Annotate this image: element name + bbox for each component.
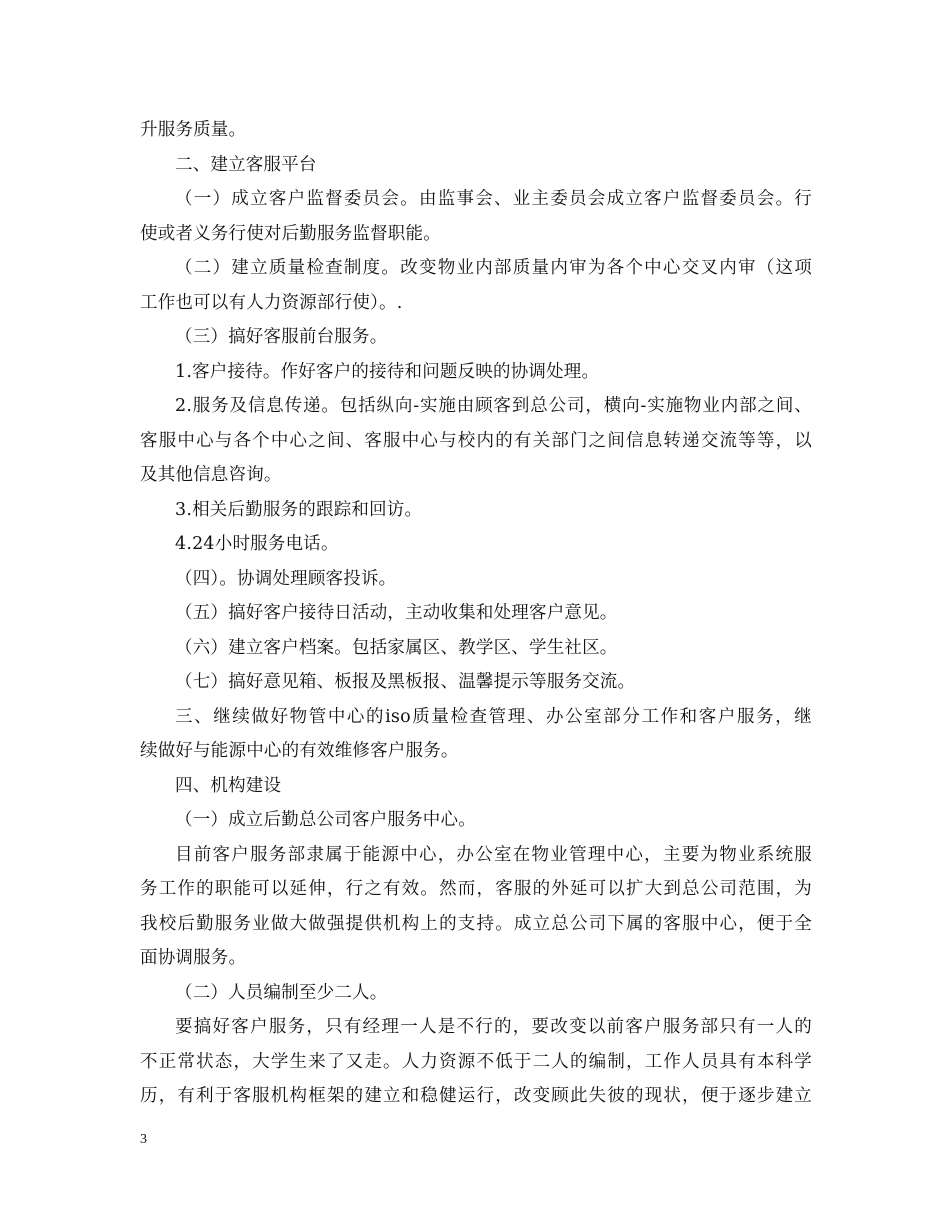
- paragraph-line: （二）人员编制至少二人。: [175, 982, 388, 1003]
- paragraph-line: 续做好与能源中心的有效维修客户服务。: [140, 741, 459, 761]
- paragraph-line: 不正常状态，大学生来了又走。人力资源不低于二人的编制，工作人员具有本科学: [140, 1051, 812, 1072]
- page-number: 3: [140, 1132, 147, 1147]
- paragraph-line: （七）搞好意见箱、板报及黑板报、温馨提示等服务交流。: [175, 672, 636, 692]
- list-item: 1.客户接待。作好客户的接待和问题反映的协调处理。: [175, 361, 600, 382]
- list-item: 4.24小时服务电话。: [175, 534, 339, 554]
- list-item: 3.相关后勤服务的跟踪和回访。: [175, 499, 423, 520]
- paragraph-line: 历，有利于客服机构框架的建立和稳健运行，改变顾此失彼的现状，便于逐步建立: [140, 1086, 812, 1106]
- paragraph-line: （一）成立客户监督委员会。由监事会、业主委员会成立客户监督委员会。行: [175, 189, 812, 209]
- paragraph-line: （一）成立后勤总公司客户服务中心。: [175, 810, 476, 830]
- paragraph-line: 工作也可以有人力资源部行使）。.: [140, 292, 403, 313]
- paragraph-line: （五）搞好客户接待日活动，主动收集和处理客户意见。: [175, 603, 618, 623]
- paragraph-line: 面协调服务。: [140, 948, 247, 968]
- list-item: 2.服务及信息传递。包括纵向-实施由顾客到总公司，横向-实施物业内部之间、: [175, 396, 812, 416]
- paragraph-line: 目前客户服务部隶属于能源中心，办公室在物业管理中心，主要为物业系统服: [175, 844, 812, 865]
- section-heading-3: 三、继续做好物管中心的iso质量检查管理、办公室部分工作和客户服务，继: [175, 706, 812, 727]
- paragraph-line: （四）。协调处理顾客投诉。: [175, 568, 397, 589]
- paragraph-line: （六）建立客户档案。包括家属区、教学区、学生社区。: [175, 637, 618, 658]
- section-heading-4: 四、机构建设: [175, 775, 282, 796]
- paragraph-line: 使或者义务行使对后勤服务监督职能。: [140, 223, 441, 244]
- paragraph-line: 要搞好客户服务，只有经理一人是不行的，要改变以前客户服务部只有一人的: [175, 1017, 812, 1037]
- document-body: [140, 113, 812, 1114]
- paragraph-line: （三）搞好客服前台服务。: [175, 327, 388, 347]
- paragraph-line: （二）建立质量检查制度。改变物业内部质量内审为各个中心交叉内审（这项: [175, 258, 812, 278]
- paragraph-line: 客服中心与各个中心之间、客服中心与校内的有关部门之间信息转递交流等等，以: [140, 430, 812, 451]
- paragraph-line: 务工作的职能可以延伸，行之有效。然而，客服的外延可以扩大到总公司范围，为: [140, 879, 812, 899]
- section-heading-2: 二、建立客服平台: [175, 154, 317, 175]
- paragraph-line: 及其他信息咨询。: [140, 465, 282, 485]
- paragraph-line: 我校后勤服务业做大做强提供机构上的支持。成立总公司下属的客服中心，便于全: [140, 913, 812, 934]
- paragraph-line: 升服务质量。: [140, 120, 247, 140]
